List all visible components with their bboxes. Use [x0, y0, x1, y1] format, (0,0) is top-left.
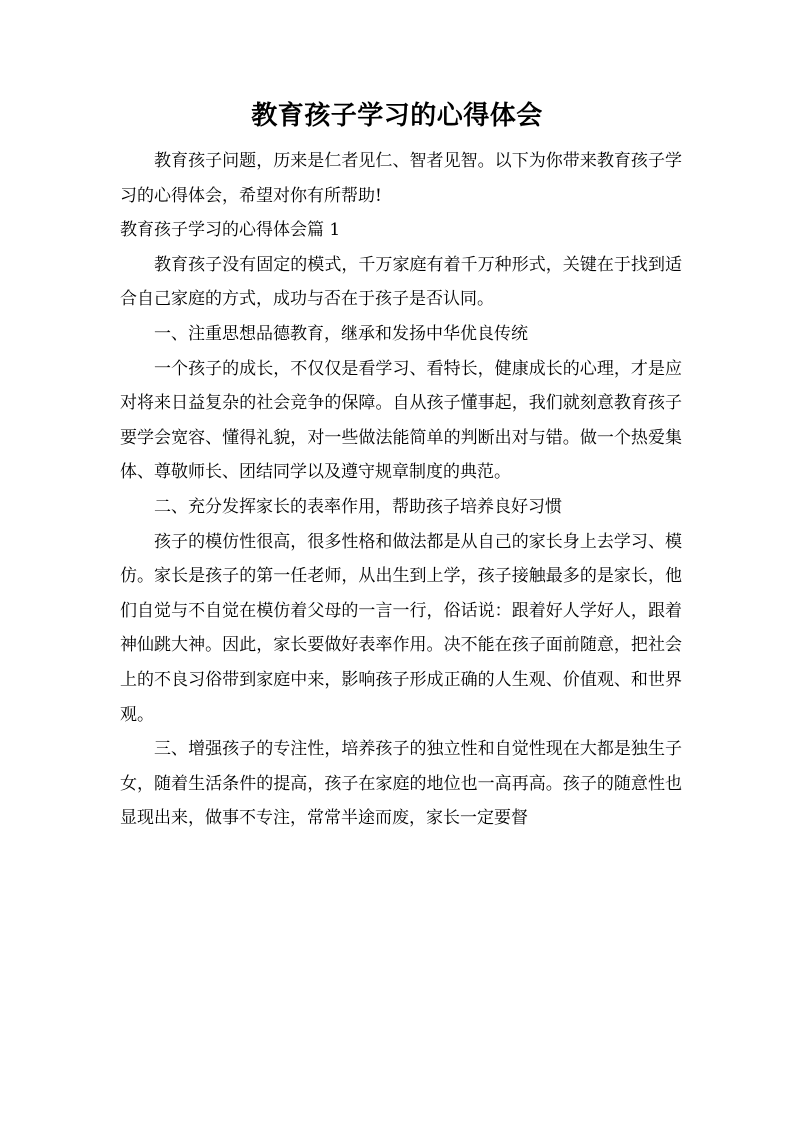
- document-title: 教育孩子学习的心得体会: [251, 101, 543, 131]
- section-heading: 教育孩子学习的心得体会篇 1: [120, 220, 341, 241]
- subsection-heading-1: 一、注重思想品德教育，继承和发扬中华优良传统: [154, 323, 528, 344]
- body-paragraph: 三、增强孩子的专注性，培养孩子的独立性和自觉性现在大都是独生子女，随着生活条件的提高，孩子在家庭的地位也一高再高。孩子的随意性也显现出来，做事不专注，常常半途而废，家长一定要督: [120, 739, 682, 829]
- document-body: [120, 144, 682, 836]
- intro-paragraph: 教育孩子问题，历来是仁者见仁、智者见智。以下为你带来教育孩子学习的心得体会，希望对你有所帮助!: [120, 151, 682, 206]
- body-paragraph: 教育孩子没有固定的模式，千万家庭有着千万种形式，关键在于找到适合自己家庭的方式，成功与否在于孩子是否认同。: [120, 254, 682, 310]
- subsection-heading-2: 二、充分发挥家长的表率作用，帮助孩子培养良好习惯: [154, 496, 562, 517]
- body-paragraph: 孩子的模仿性很高，很多性格和做法都是从自己的家长身上去学习、模仿。家长是孩子的第一任老师，从出生到上学，孩子接触最多的是家长，他们自觉与不自觉在模仿着父母的一言一行，俗话说：跟着好人学好人，跟着神仙跳大神。因此，家长要做好表率作用。决不能在孩子面前随意，把社会上的不良习俗带到家庭中来，影响孩子形成正确的人生观、价值观、和世界观。: [120, 531, 682, 725]
- body-paragraph: 一个孩子的成长，不仅仅是看学习、看特长，健康成长的心理，才是应对将来日益复杂的社会竞争的保障。自从孩子懂事起，我们就刻意教育孩子要学会宽容、懂得礼貌，对一些做法能简单的判断出对与错。做一个热爱集体、尊敬师长、团结同学以及遵守规章制度的典范。: [120, 358, 682, 483]
